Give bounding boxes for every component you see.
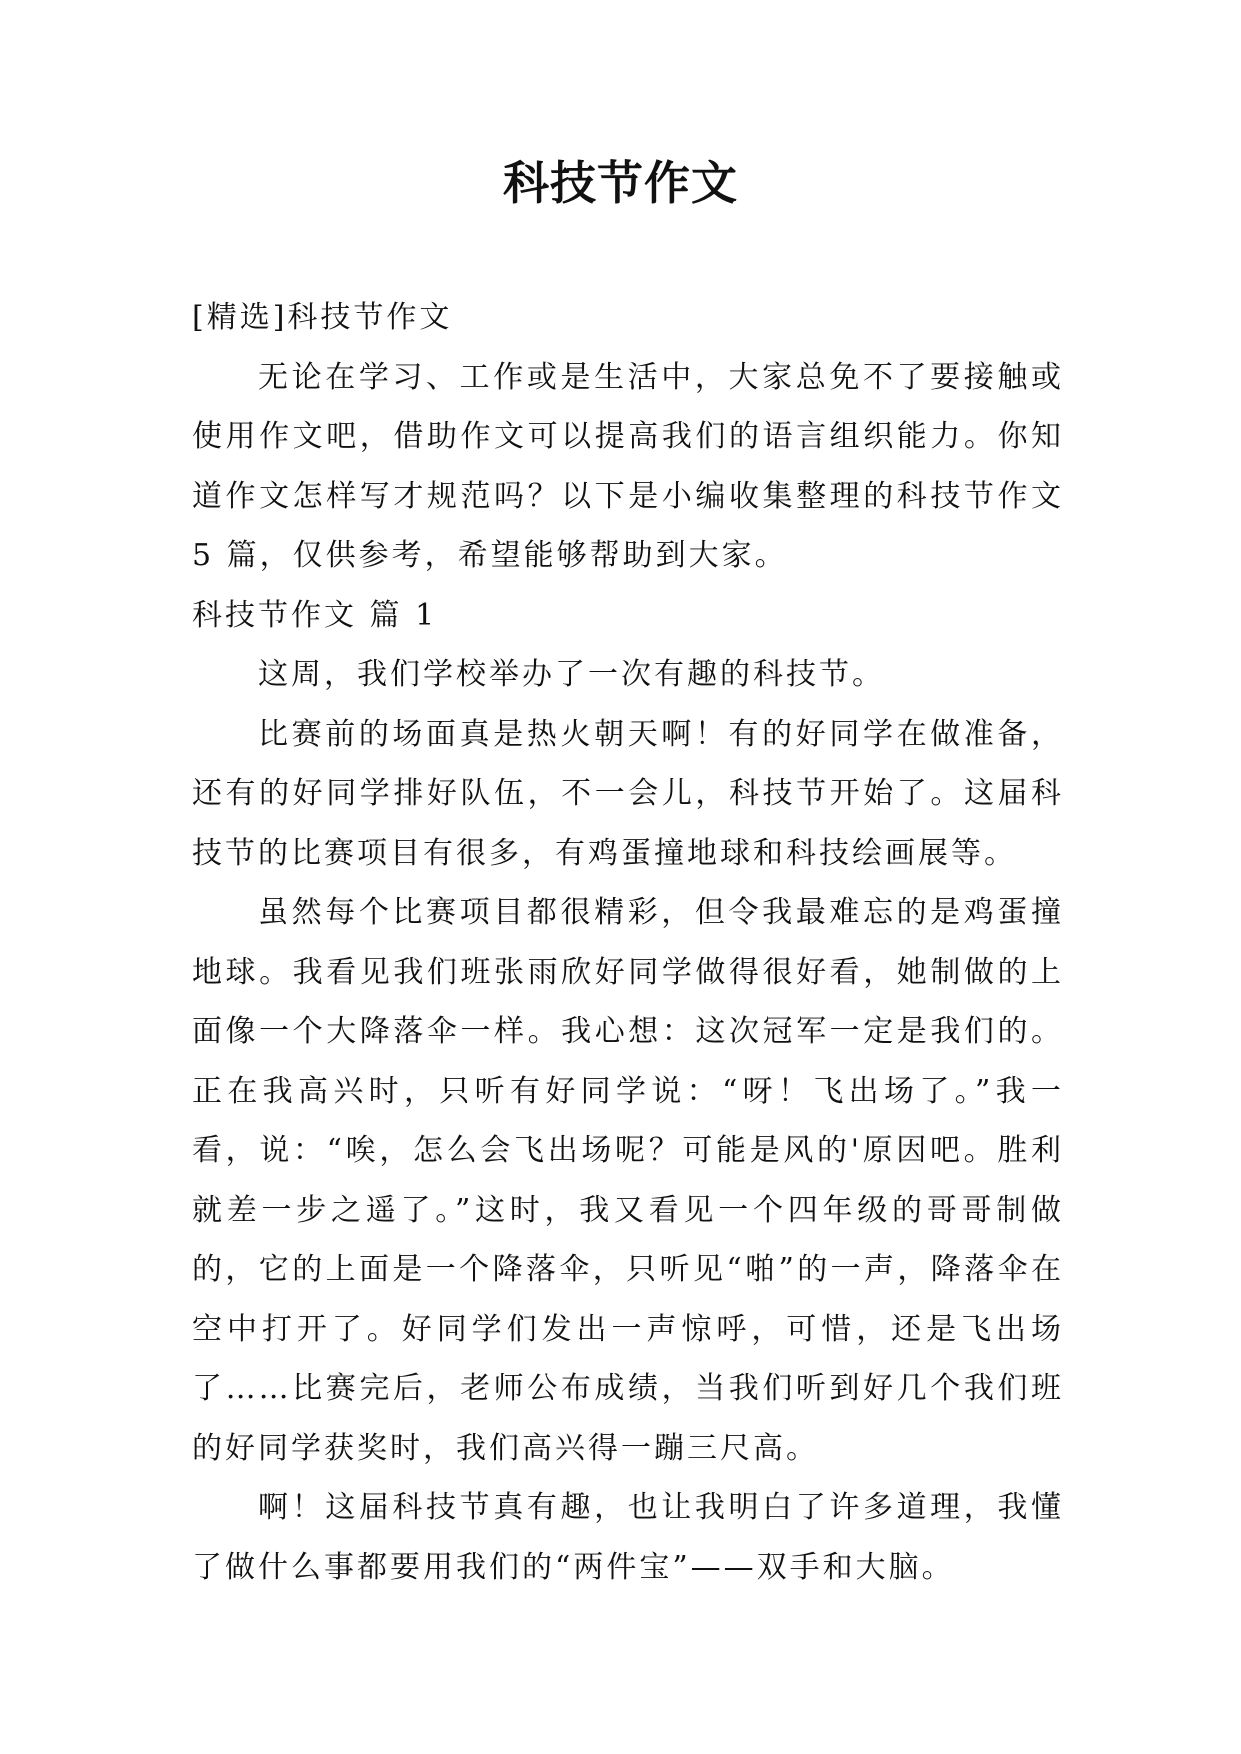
section-heading: 科技节作文 篇 1: [192, 597, 438, 633]
body-paragraph: 这周，我们学校举办了一次有趣的科技节。: [258, 657, 885, 692]
document-subtitle: [精选]科技节作文: [192, 300, 453, 335]
body-paragraph: 虽然每个比赛项目都很精彩，但令我最难忘的是鸡蛋撞地球。我看见我们班张雨欣好同学做得很好看，她制做的上面像一个大降落伞一样。我心想：这次冠军一定是我们的。正在我高兴时，只听有好同学说：“呀！飞出场了。”我一看，说：“唉，怎么会飞出场呢？可能是风的'原因吧。胜利就差一步之遥了。”这时，我又看见一个四年级的哥哥制做的，它的上面是一个降落伞，只听见“啪”的一声，降落伞在空中打开了。好同学们发出一声惊呼，可惜，还是飞出场了……比赛完后，老师公布成绩，当我们听到好几个我们班的好同学获奖时，我们高兴得一蹦三尺高。: [192, 895, 1064, 1466]
body-paragraph: 比赛前的场面真是热火朝天啊！有的好同学在做准备，还有的好同学排好队伍，不一会儿，科技节开始了。这届科技节的比赛项目有很多，有鸡蛋撞地球和科技绘画展等。: [192, 716, 1064, 871]
body-paragraph: 啊！这届科技节真有趣，也让我明白了许多道理，我懂了做什么事都要用我们的“两件宝”——双手和大脑。: [192, 1490, 1064, 1585]
document-body: [192, 288, 1064, 1597]
page-title: 科技节作文: [503, 156, 738, 210]
intro-paragraph: 无论在学习、工作或是生活中，大家总免不了要接触或使用作文吧，借助作文可以提高我们的语言组织能力。你知道作文怎样写才规范吗？以下是小编收集整理的科技节作文 5 篇，仅供参考，希望能够帮助到大家。: [192, 359, 1064, 573]
